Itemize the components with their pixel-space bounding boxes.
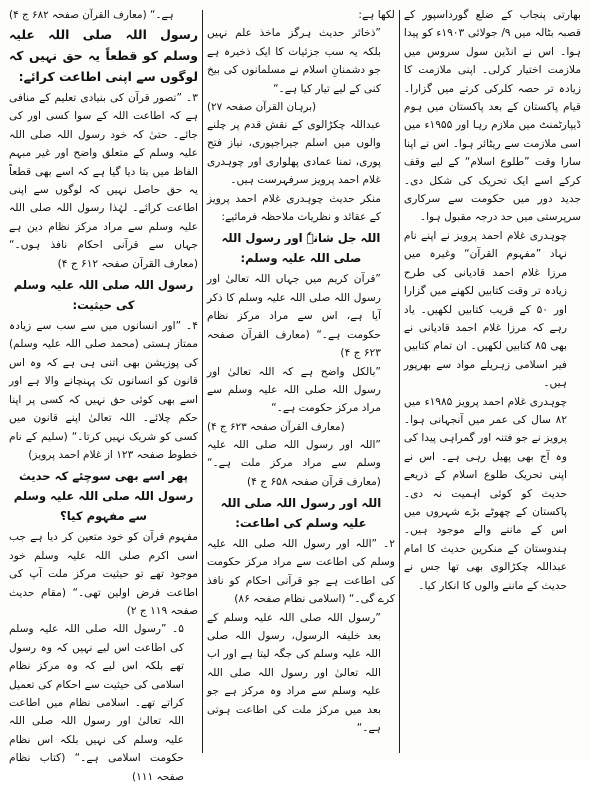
paragraph: منکر حدیث چوہدری غلام احمد پرویز کے عقائد و نظریات ملاحظہ فرمائیے: [206, 192, 381, 224]
quote: ”ذخائر حدیث ہرگز ماخذ علم نہیں بلکہ یہ سب جزئیات کا ایک ذخیرہ ہے جو دشمنانِ اسلام نے مسلمانوں کی بیخ کنی کے لیے تیار کیا ہے۔“ [206, 27, 381, 95]
citation: ہے۔“ (معارف القرآن صفحہ ۶۸۲ ج ۴) [9, 9, 174, 21]
citation: (معارف القرآن صفحہ ۶۲۳ ج ۴) [206, 420, 345, 433]
quote: ”رسول اللہ صلی اللہ علیہ وسلم کے بعد خلیفہ الرسول، رسول اللہ صلی اللہ علیہ وسلم کی جگہ لیتا ہے اور اب اللہ تعالیٰ اور رسول اللہ صلی اللہ علیہ وسلم سے مراد وہ مرکز ہے جو بعد میں مرکز ملت کی اطاعت ہوتی ہے۔“ [206, 611, 381, 734]
section-heading: رسول اللہ صلی اللہ علیہ وسلم کو قطعاً یہ حق نہیں کہ لوگوں سے اپنی اطاعت کرائے: [9, 27, 198, 84]
left-column [6, 6, 201, 783]
section-heading: پھر اسے بھی سوچئے کہ حدیث رسول اللہ صلی اللہ علیہ وسلم سے مفہوم کیا؟ [13, 469, 194, 524]
paragraph: چوہدری غلام احمد پرویز نے اپنے نام نہاد ”مفہوم القرآن“ وغیرہ میں مرزا غلام احمد قادیانی کی طرح زیادہ تر وقت کتابیں لکھنے میں گزارا اور ۵۰ کے قریب کتابیں لکھیں۔ یاد رہے کہ مرزا غلام احمد قادیانی نے بھی ۸۵ کتابیں لکھیں۔ ان تمام کتابیں فیر اسلامی زہریلے مواد سے بھرپور ہیں۔ [403, 229, 567, 390]
section-heading: رسول اللہ صلی اللہ علیہ وسلم کی حیثیت: [13, 278, 194, 313]
paragraph: لکھا ہے: [358, 9, 395, 21]
paragraph: چوہدری غلام احمد پرویز ۱۹۸۵ء میں ۸۲ سال کی عمر میں آنجہانی ہوا۔ پرویز نے جو فتنہ اور گمراہی پیدا کی وہ آج بھی پھیل رہی ہے۔ اس نے اپنی تحریک طلوع اسلام کے ذریعے حدیث کو کوئی اہمیت نہ دی۔ پاکستان کے چھوٹے بڑے شہروں میں اس کے ماننے والے موجود ہیں۔ ہندوستان کے منکرین حدیث کا امام عبداللہ چکڑالوی بھی تھا جس نے حدیث کے ماننے والوں کا انکار کیا۔ [403, 395, 567, 592]
section-heading: اللہ جل شانہٗ اور رسول اللہ صلی اللہ علیہ وسلم: [221, 231, 381, 266]
quote: ۲۔ ”اللہ اور رسول اللہ صلی اللہ علیہ وسلم کی اطاعت سے مراد مرکز حکومت کی اطاعت ہے جو قرآنی احکام کو نافذ کرے گی۔“ (اسلامی نظام صفحہ ۸۶) [206, 537, 395, 606]
right-column [401, 6, 584, 757]
citation: (برہان القرآن صفحہ ۲۷) [206, 101, 317, 114]
column-divider [399, 10, 400, 753]
quote: مفہوم قرآن کو خود متعین کر دیا ہے جب اسی اکرم صلی اللہ علیہ وسلم خود موجود تھے تو حیثیت مرکز ملت آپ کی اطاعت فرض اولین تھی۔“ (مقام حدیث صفحہ ۱۱۹ ج ۲) [9, 531, 198, 617]
quote: ۴۔ ”اور انسانوں میں سے سب سے زیادہ ممتاز ہستی (محمد صلی اللہ علیہ وسلم) کی پوزیشن بھی اتنی ہی ہے کہ وہ اس قانون کو انسانوں تک پہنچانے والا ہے اور اسے بھی کوئی حق نہیں کہ کسی پر اپنا حکم چلائے۔ اللہ تعالیٰ اپنے قانون میں کسی کو شریک نہیں کرتا۔“ (سلیم کے نام خطوط صفحہ ۱۲۳ از غلام احمد پرویز) [9, 320, 198, 461]
quote: ۳۔ ”تصور قرآن کی بنیادی تعلیم کے منافی ہے کہ اطاعت اللہ کے سوا کسی اور کی جائے۔ حتیٰ کہ خود رسول اللہ صلی اللہ علیہ وسلم کے متعلق واضح اور غیر مبہم الفاظ میں بتا دیا گیا ہے کہ اسے بھی قطعاً یہ حق حاصل نہیں کہ لوگوں سے اپنی اطاعت کرائے۔ لہٰذا رسول اللہ صلی اللہ علیہ وسلم سے مراد مرکز نظام دین ہے جہاں سے قرآنی احکام نافذ ہوں۔“ (معارف القرآن صفحہ ۶۱۲ ج ۴) [9, 92, 198, 270]
quote: ۵۔ ”رسول اللہ صلی اللہ علیہ وسلم کی اطاعت اس لیے نہیں کہ وہ رسول تھے بلکہ اس لیے کہ وہ مرکز نظام اسلامی کی حیثیت سے احکام کی تعمیل کراتے تھے۔ اسلامی نظام میں اطاعت اللہ تعالیٰ اور رسول اللہ صلی اللہ علیہ وسلم کی نہیں بلکہ اس نظام حکومت اسلامی ہے۔“ (کتاب نظام صفحہ ۱۱۱) [9, 623, 184, 783]
quote: ”اللہ اور رسول اللہ صلی اللہ علیہ وسلم سے مراد مرکز ملت ہے۔“ (معارف قرآن صفحہ ۶۵۸ ج ۴) [206, 438, 381, 488]
paragraph: بھارتی پنجاب کے ضلع گورداسپور کے قصبہ بٹالہ میں ۹/ جولائی ۱۹۰۳ء کو پیدا ہوا۔ اس نے انڈین سول سروس میں ملازمت اختیار کرلی۔ اپنی ملازمت کا زیادہ تر حصہ کلرکی کرتے میں گزارا۔ قیام پاکستان کے بعد پاکستان میں ہوم ڈیپارٹمنٹ میں ملازم رہا اور ۱۹۵۵ء میں اسی ملازمت سے ریٹائر ہوا۔ اس نے اپنا سارا وقت ”طلوع اسلام“ کے لیے وقف کرکے اسے ایک تحریک کی شکل دی۔ جدید دور میں حکومت سے سرکاری سرپرستی میں حد درجہ مقبول ہوا۔ [403, 9, 581, 224]
middle-column [204, 6, 398, 757]
section-heading: اللہ اور رسول اللہ صلی اللہ علیہ وسلم کی اطاعت: [220, 495, 382, 530]
quote: ”قرآن کریم میں جہاں اللہ تعالیٰ اور رسول اللہ صلی اللہ علیہ وسلم کا ذکر آیا ہے، اس سے مراد مرکز نظام حکومت ہے۔“ (معارف القرآن صفحہ ۶۲۳ ج ۴) [206, 273, 381, 360]
paragraph: عبداللہ چکڑالوی کے نقش قدم پر چلنے والوں میں اسلم جیراجپوری، نیاز فتح پوری، تمنا عمادی پھلواری اور چوہدری غلام احمد پرویز سرفہرست ہیں۔ [206, 119, 381, 187]
quote: ”بالکل واضح ہے کہ اللہ تعالیٰ اور رسول اللہ صلی اللہ علیہ وسلم سے مراد مرکز حکومت ہے۔“ [206, 365, 381, 415]
column-divider [202, 10, 203, 753]
